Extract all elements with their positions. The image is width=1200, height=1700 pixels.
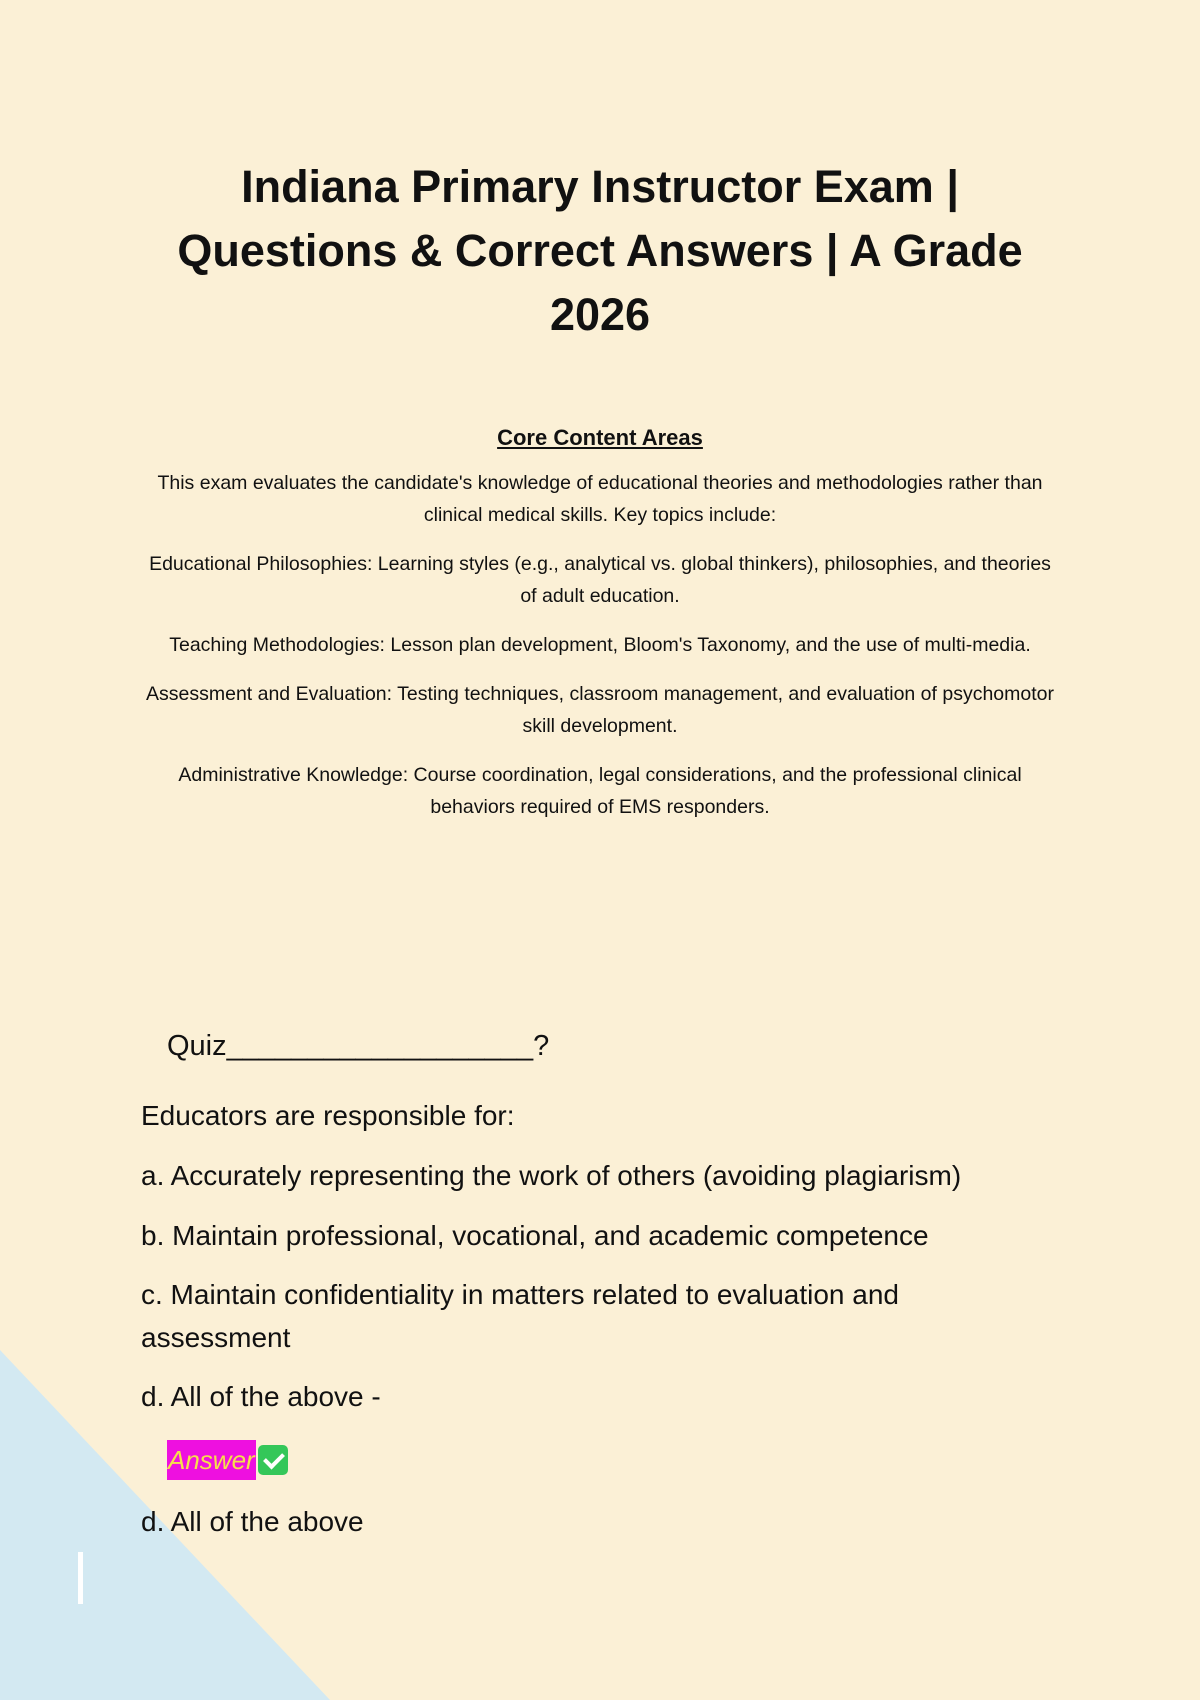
intro-paragraph: This exam evaluates the candidate's knowledge of educational theories and methodologies rather than clinical medical skills. Key topics include: — [157, 472, 1043, 526]
option-c: c. Maintain confidentiality in matters related to evaluation and assessment — [141, 1279, 899, 1353]
check-icon — [258, 1445, 288, 1475]
core-content-section — [140, 425, 1060, 840]
corner-mark — [78, 1552, 83, 1604]
answer-badge: Answer — [167, 1440, 256, 1480]
option-d: d. All of the above - — [141, 1381, 381, 1412]
correct-answer: d. All of the above — [141, 1506, 364, 1537]
option-a: a. Accurately representing the work of others (avoiding plagiarism) — [141, 1160, 962, 1191]
answer-row — [167, 1438, 288, 1482]
option-b: b. Maintain professional, vocational, and academic competence — [141, 1220, 929, 1251]
topic-paragraph: Administrative Knowledge: Course coordination, legal considerations, and the professional clinical behaviors required of EMS responders. — [178, 764, 1022, 818]
quiz-question: Educators are responsible for: — [141, 1100, 515, 1131]
topic-paragraph: Teaching Methodologies: Lesson plan development, Bloom's Taxonomy, and the use of multi-media. — [169, 634, 1031, 656]
topic-paragraph: Educational Philosophies: Learning styles (e.g., analytical vs. global thinkers), philosophies, and theories of adult education. — [149, 553, 1051, 607]
document-title: Indiana Primary Instructor Exam | Questions & Correct Answers | A Grade 2026 — [177, 161, 1023, 340]
quiz-label: Quiz___________________? — [167, 1030, 550, 1062]
section-heading: Core Content Areas — [497, 425, 703, 450]
topic-paragraph: Assessment and Evaluation: Testing techniques, classroom management, and evaluation of psychomotor skill development. — [146, 683, 1054, 737]
